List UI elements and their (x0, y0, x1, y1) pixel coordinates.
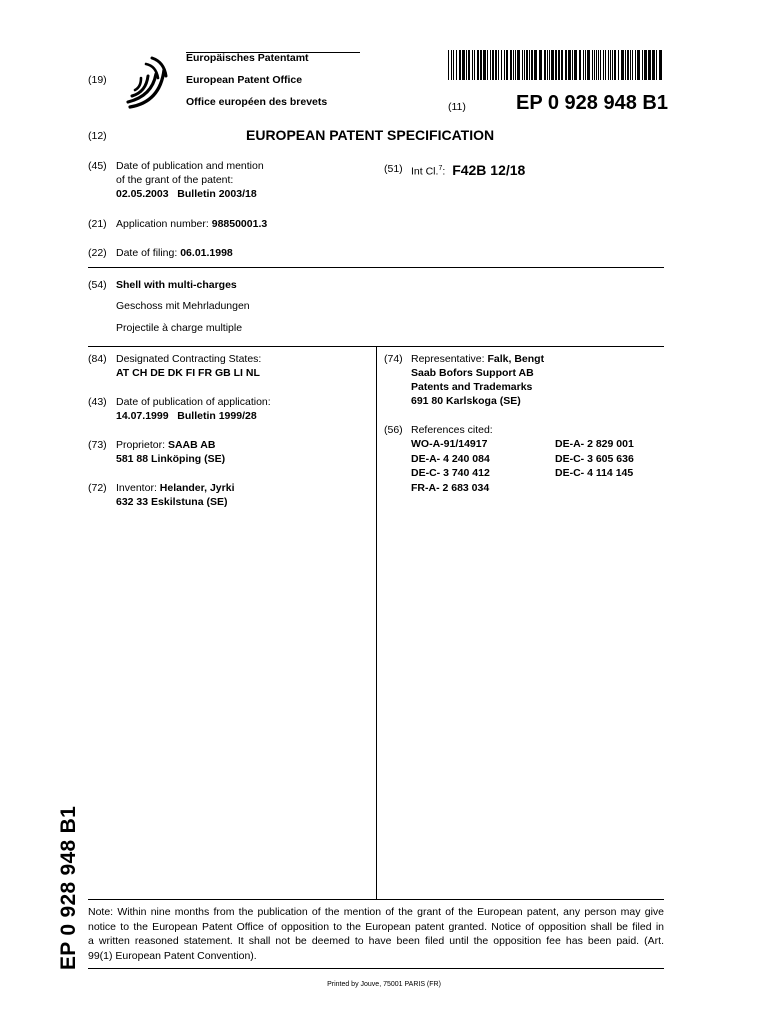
rule-after-filing (88, 267, 664, 268)
filing-date-value: 06.01.1998 (180, 247, 233, 259)
proprietor-name: SAAB AB (167, 439, 216, 451)
references-column-1 (411, 437, 490, 495)
rule-before-note (88, 899, 664, 900)
reference-item: DE-A- 4 240 084 (411, 452, 490, 465)
note-line-2: notice to the European Patent Office of opposition to the European patent granted. Notice of opposition shall be filed in (88, 920, 664, 933)
code-12: (12) (88, 130, 107, 142)
office-name-de: Europäisches Patentamt (186, 52, 309, 64)
application-publication-value: 14.07.1999 Bulletin 1999/28 (116, 410, 257, 422)
opposition-note (88, 905, 664, 963)
note-line-3: a written reasoned statement. It shall not be deemed to have been filed until the opposition fee has been paid. (Art. (88, 935, 664, 947)
grant-date-label-2: of the grant of the patent: (116, 174, 234, 186)
epo-logo (122, 52, 170, 110)
representative-name: Falk, Bengt (487, 353, 545, 365)
column-divider (376, 346, 377, 899)
document-type-title: EUROPEAN PATENT SPECIFICATION (246, 127, 495, 143)
inventor-name: Helander, Jyrki (159, 482, 235, 494)
proprietor-label: Proprietor: (116, 439, 166, 451)
printer-footer: Printed by Jouve, 75001 PARIS (FR) (327, 981, 441, 988)
code-73: (73) (88, 439, 107, 451)
code-54: (54) (88, 279, 107, 291)
proprietor-field (116, 438, 215, 453)
office-name-en: European Patent Office (186, 74, 303, 86)
code-56: (56) (384, 424, 403, 436)
rule-after-note (88, 968, 664, 969)
grant-date-label-1: Date of publication and mention (116, 160, 264, 172)
reference-item: WO-A-91/14917 (411, 438, 488, 450)
code-21: (21) (88, 218, 107, 230)
inventor-label: Inventor: (116, 482, 157, 494)
int-cl-field (411, 162, 525, 179)
code-22: (22) (88, 247, 107, 259)
reference-item: DE-A- 2 829 001 (555, 438, 634, 450)
int-cl-value: F42B 12/18 (452, 161, 526, 178)
barcode (448, 50, 662, 80)
int-cl-superscript: 7 (438, 165, 443, 172)
representative-field (411, 352, 544, 367)
code-72: (72) (88, 482, 107, 494)
designated-states-value: AT CH DE DK FI FR GB LI NL (116, 367, 260, 379)
references-column-2 (555, 437, 634, 481)
title-german: Geschoss mit Mehrladungen (116, 300, 250, 312)
title-english: Shell with multi-charges (116, 279, 237, 291)
code-43: (43) (88, 396, 107, 408)
int-cl-colon: : (442, 165, 446, 178)
representative-line-4: 691 80 Karlskoga (SE) (411, 395, 521, 407)
references-label: References cited: (411, 424, 493, 436)
code-19: (19) (88, 74, 107, 86)
application-number-field (116, 217, 267, 232)
code-84: (84) (88, 353, 107, 365)
reference-item: FR-A- 2 683 034 (411, 481, 490, 494)
representative-label: Representative: (411, 353, 485, 365)
reference-item: DE-C- 4 114 145 (555, 467, 634, 479)
grant-date-value: 02.05.2003 Bulletin 2003/18 (116, 188, 257, 200)
publication-number: EP 0 928 948 B1 (516, 92, 668, 114)
note-line-1: Note: Within nine months from the publication of the mention of the grant of the European patent, any person may give (88, 906, 664, 918)
filing-date-label: Date of filing: (116, 247, 178, 259)
inventor-field (116, 481, 235, 496)
representative-line-2: Saab Bofors Support AB (411, 367, 534, 379)
title-french: Projectile à charge multiple (116, 322, 243, 334)
int-cl-label: Int Cl. (411, 165, 439, 178)
reference-item: DE-C- 3 605 636 (555, 452, 634, 465)
note-line-4: 99(1) European Patent Convention). (88, 949, 257, 962)
code-45: (45) (88, 160, 107, 172)
office-name-fr: Office européen des brevets (186, 96, 328, 108)
spine-publication-number: EP 0 928 948 B1 (57, 805, 80, 970)
code-51: (51) (384, 163, 403, 175)
designated-states-label: Designated Contracting States: (116, 353, 262, 365)
application-number-label: Application number: (116, 218, 209, 230)
code-11: (11) (448, 101, 466, 113)
inventor-address: 632 33 Eskilstuna (SE) (116, 496, 228, 508)
proprietor-address: 581 88 Linköping (SE) (116, 453, 226, 465)
application-publication-label: Date of publication of application: (116, 396, 271, 408)
representative-line-3: Patents and Trademarks (411, 381, 533, 393)
code-74: (74) (384, 353, 403, 365)
application-number-value: 98850001.3 (211, 218, 268, 230)
reference-item: DE-C- 3 740 412 (411, 467, 490, 479)
filing-date-field (116, 246, 233, 261)
